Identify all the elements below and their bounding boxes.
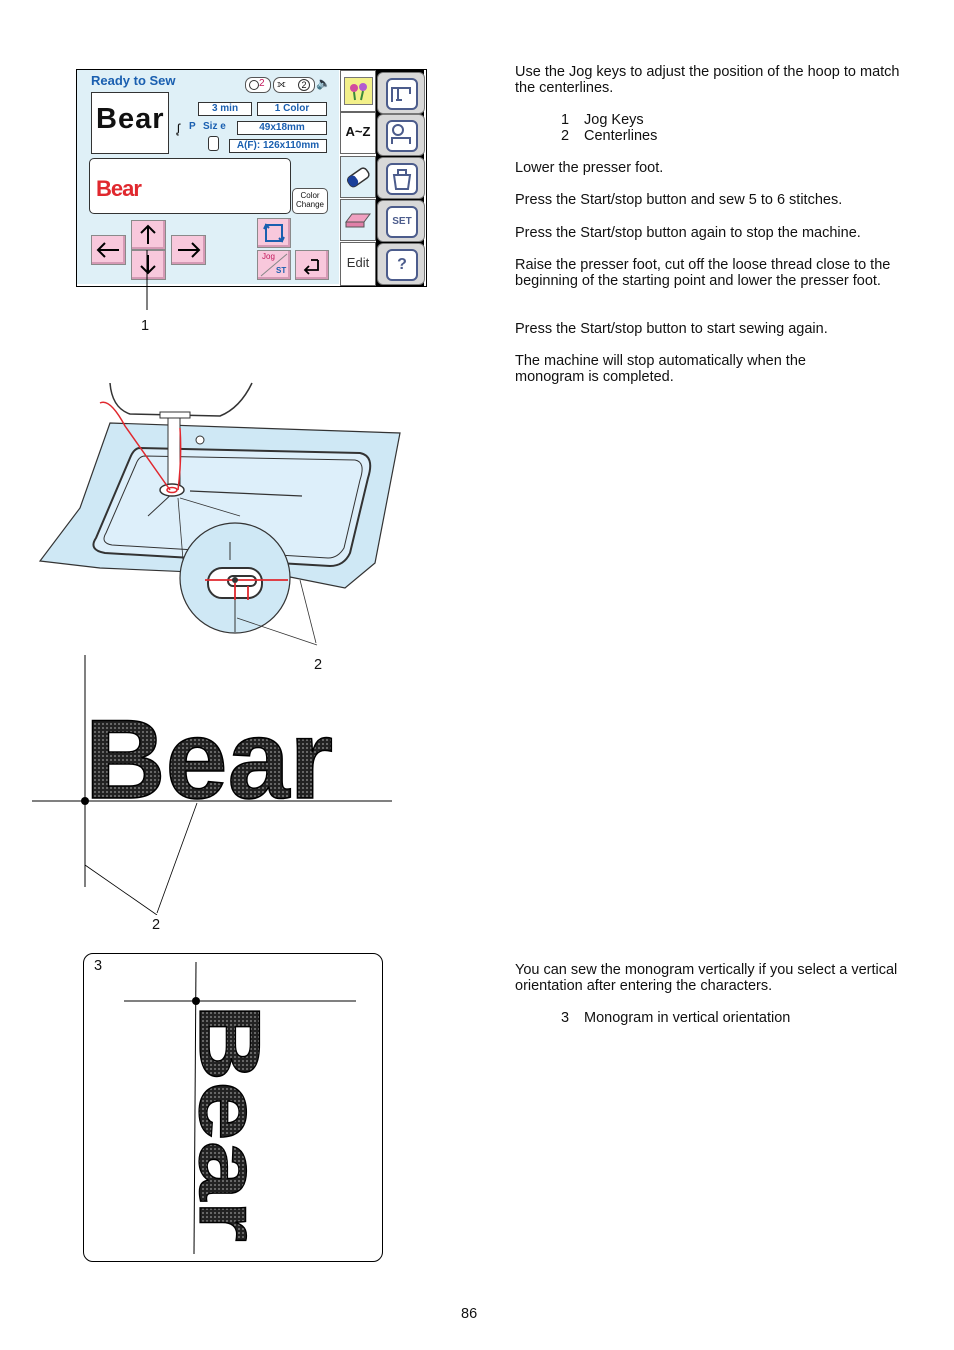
list-item-num: 1 xyxy=(561,112,570,128)
speaker-icon: 🔈 xyxy=(316,76,331,90)
rotate-button[interactable] xyxy=(257,218,291,248)
page-number: 86 xyxy=(461,1306,478,1322)
time-field: 3 min xyxy=(198,102,252,116)
size-field: 49x18mm xyxy=(237,121,327,135)
hoop-field: A(F): 126x110mm xyxy=(229,139,327,153)
embroidery-machine-icon xyxy=(388,122,416,150)
paragraph-5: Raise the presser foot, cut off the loose thread close to the beginning of the starting point and lower the presser foot. xyxy=(515,257,891,289)
tab-edit[interactable]: Edit xyxy=(340,242,376,286)
arrow-up-icon xyxy=(132,221,165,249)
jog-left-button[interactable] xyxy=(91,235,126,265)
jog-st-button[interactable]: Jog ST xyxy=(257,250,291,280)
list-item-label: Centerlines xyxy=(584,128,658,144)
set-button[interactable]: SET xyxy=(377,200,425,242)
return-icon xyxy=(296,251,328,279)
bobbin-icon xyxy=(249,80,259,90)
lcd-screen xyxy=(76,69,427,287)
thread-icon: ⟗ xyxy=(277,79,286,90)
rotate-icon xyxy=(258,219,290,247)
paragraph-7: The machine will stop automatically when the monogram is completed. xyxy=(515,353,806,385)
list-item-num: 2 xyxy=(561,128,570,144)
vertical-monogram-frame xyxy=(83,953,383,1262)
horizontal-monogram-figure xyxy=(30,655,395,915)
tab-pattern[interactable] xyxy=(340,70,376,112)
paragraph-8: You can sew the monogram vertically if you select a vertical orientation after entering the characters. xyxy=(515,962,898,994)
paragraph-6: Press the Start/stop button to start sewing again. xyxy=(515,321,828,337)
paragraph-4: Press the Start/stop button again to stop the machine. xyxy=(515,225,861,241)
callout-2a: 2 xyxy=(314,657,323,673)
horizontal-word: Bear xyxy=(85,697,333,822)
paragraph-2: Lower the presser foot. xyxy=(515,160,664,176)
jog-up-button[interactable] xyxy=(131,220,166,250)
lcd-main-area: Ready to Sew 2 ⟗ 2 🔈 Bear 3 min 1 Color ᶘ P Siz e 49x18mm A(F): 126x110mm Bear Color Change Jog ST xyxy=(77,70,339,284)
list-item-label: Monogram in vertical orientation xyxy=(584,1010,791,1026)
callout-line-1 xyxy=(140,250,160,320)
tab-az[interactable]: A~Z xyxy=(340,112,376,154)
bag-button[interactable] xyxy=(377,157,425,199)
status-text: Ready to Sew xyxy=(91,73,176,88)
paragraph-3: Press the Start/stop button and sew 5 to 6 stitches. xyxy=(515,192,843,208)
embroidery-button[interactable] xyxy=(377,114,425,156)
return-button[interactable] xyxy=(295,250,329,280)
eraser-icon xyxy=(345,165,371,189)
tool-icon xyxy=(344,210,372,230)
monogram-display: Bear xyxy=(89,158,291,214)
color-change-button[interactable]: Color Change xyxy=(292,188,328,214)
bag-icon xyxy=(388,165,416,193)
tab-eraser[interactable] xyxy=(340,156,376,198)
tab-edit-color[interactable] xyxy=(340,199,376,241)
jog-right-button[interactable] xyxy=(171,235,206,265)
callout-3: 3 xyxy=(94,958,103,974)
design-preview: Bear xyxy=(91,92,169,154)
flower-icon xyxy=(344,77,373,105)
arrow-right-icon xyxy=(172,236,205,264)
callout-1: 1 xyxy=(141,318,150,334)
callout-2b: 2 xyxy=(152,917,161,933)
machine-button[interactable] xyxy=(377,72,425,114)
hoop-icon xyxy=(208,136,219,151)
paragraph-1: Use the Jog keys to adjust the position of the hoop to match the centerlines. xyxy=(515,64,900,96)
presser-foot-icon: ᶘ xyxy=(177,121,180,136)
list-item-num: 3 xyxy=(561,1010,570,1026)
sewing-machine-icon xyxy=(388,80,416,108)
hoop-illustration xyxy=(30,378,410,678)
color-count-field: 1 Color xyxy=(257,102,327,116)
vertical-word: Bear xyxy=(181,1004,277,1196)
thread-counter: ⟗ 2 xyxy=(273,77,315,93)
arrow-left-icon xyxy=(92,236,125,264)
help-button[interactable]: ? xyxy=(377,243,425,285)
bobbin-counter: 2 xyxy=(245,77,271,93)
list-item-label: Jog Keys xyxy=(584,112,644,128)
